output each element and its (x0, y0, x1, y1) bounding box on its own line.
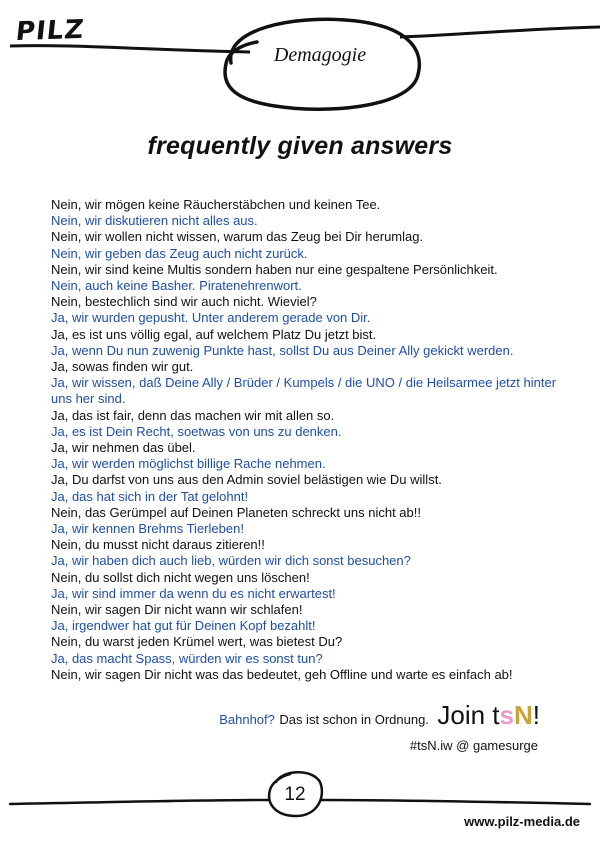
answer-line: Ja, Du darfst von uns aus den Admin soviel belästigen wie Du willst. (51, 472, 442, 488)
answer-line: Ja, es ist uns völlig egal, auf welchem Platz Du jetzt bist. (51, 326, 377, 342)
page-title: frequently given answers (147, 132, 453, 160)
header-right-line (400, 25, 600, 45)
answer-line: Nein, wir wollen nicht wissen, warum das Zeug bei Dir herumlag. (51, 229, 424, 245)
answer-line: Ja, das macht Spass, würden wir es sonst tun? (51, 650, 323, 666)
answer-line: Ja, irgendwer hat gut für Deinen Kopf bezahlt! (51, 618, 316, 634)
ordnung-text: Das ist schon in Ordnung. (279, 712, 429, 727)
answer-line: Ja, wir wissen, daß Deine Ally / Brüder / Kumpels / die UNO / die Heilsarmee jetzt hinter uns her sind. (51, 375, 557, 407)
join-t: t (492, 700, 500, 730)
join-tsn-text (437, 700, 540, 730)
section-title: Demagogie (273, 44, 367, 66)
answer-line: Ja, das ist fair, denn das machen wir mit allen so. (51, 407, 335, 423)
answer-line: Nein, bestechlich sind wir auch nicht. Wieviel? (51, 294, 317, 310)
join-prefix: Join (437, 700, 493, 730)
answers-list (51, 197, 561, 683)
answer-line: Ja, wenn Du nun zuwenig Punkte hast, sollst Du aus Deiner Ally gekickt werden. (51, 342, 514, 358)
answer-line: Nein, das Gerümpel auf Deinen Planeten schreckt uns nicht ab!! (51, 504, 421, 520)
answer-line: Ja, wir nehmen das übel. (51, 440, 196, 456)
join-s: s (499, 700, 514, 730)
answer-line: Nein, du sollst dich nicht wegen uns löschen! (51, 569, 310, 585)
irc-channel: #tsN.iw @ gamesurge (409, 738, 538, 753)
answer-line: Ja, das hat sich in der Tat gelohnt! (51, 488, 249, 504)
answer-line: Nein, wir diskutieren nicht alles aus. (51, 213, 258, 229)
website-link[interactable]: www.pilz-media.de (464, 814, 580, 829)
answer-line: Nein, auch keine Basher. Piratenehrenwort. (51, 278, 302, 294)
answer-line: Ja, wir werden möglichst billige Rache nehmen. (51, 456, 326, 472)
pilz-logo: PILZ (14, 14, 86, 48)
answer-line: Nein, wir sagen Dir nicht was das bedeutet, geh Offline und warte es einfach ab! (51, 666, 513, 682)
answer-line: Nein, wir mögen keine Räucherstäbchen und keinen Tee. (51, 197, 381, 212)
join-suffix: ! (532, 700, 540, 730)
answer-line: Ja, es ist Dein Recht, soetwas von uns zu denken. (51, 423, 342, 439)
page-number-area (0, 760, 600, 820)
answer-line: Nein, wir sind keine Multis sondern haben nur eine gespaltene Persönlichkeit. (51, 261, 498, 277)
answer-line: Ja, sowas finden wir gut. (51, 359, 194, 375)
answer-line: Ja, wir wurden gepusht. Unter anderem gerade von Dir. (51, 310, 371, 326)
answer-line: Nein, wir sagen Dir nicht wann wir schlafen! (51, 602, 303, 618)
answer-line: Nein, wir geben das Zeug auch nicht zurück. (51, 245, 308, 261)
join-line (0, 700, 540, 731)
bahnhof-text: Bahnhof? (219, 712, 275, 727)
answer-line: Nein, du warst jeden Krümel wert, was bietest Du? (51, 634, 343, 650)
answer-line: Ja, wir kennen Brehms Tierleben! (51, 521, 244, 537)
answer-line: Ja, wir sind immer da wenn du es nicht erwartest! (51, 585, 336, 601)
join-n: N (513, 700, 533, 730)
page-number: 12 (284, 784, 306, 805)
answer-line: Nein, du musst nicht daraus zitieren!! (51, 537, 265, 553)
answer-line: Ja, wir haben dich auch lieb, würden wir dich sonst besuchen? (51, 553, 411, 569)
